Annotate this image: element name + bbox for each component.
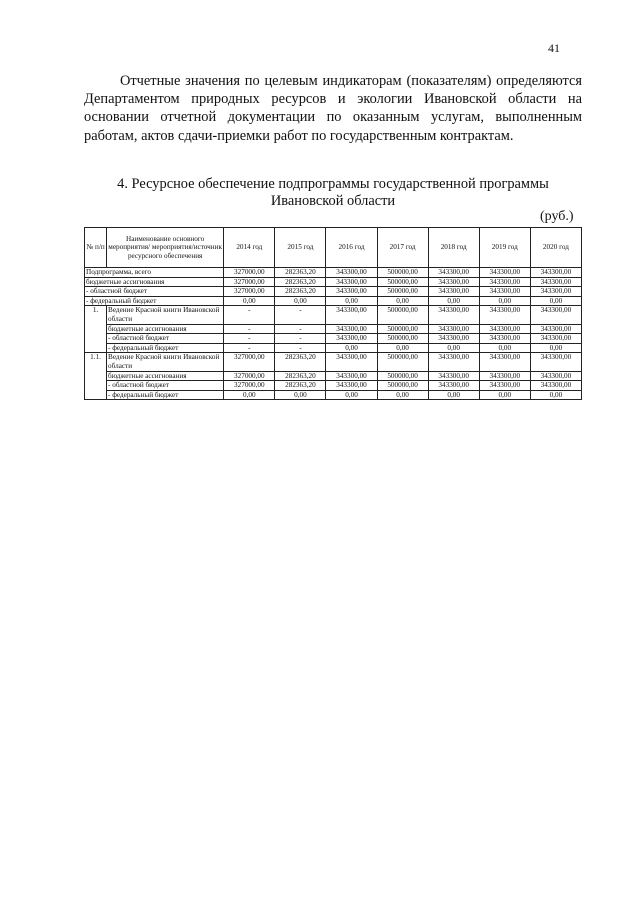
table-row (85, 381, 582, 391)
row-name: бюджетные ассигнования (107, 324, 224, 334)
row-value: 343300,00 (428, 287, 479, 297)
row-value: - (275, 334, 326, 344)
row-value: 343300,00 (479, 353, 530, 371)
row-value: 0,00 (275, 296, 326, 306)
row-value: 327000,00 (224, 268, 275, 278)
row-value: 500000,00 (377, 324, 428, 334)
section-title-line-2: Ивановской области (270, 193, 396, 209)
row-value: 0,00 (224, 390, 275, 400)
row-value: 343300,00 (530, 324, 581, 334)
table-row (85, 343, 582, 353)
row-value: - (275, 324, 326, 334)
row-value: 282363,20 (275, 371, 326, 381)
row-value: 327000,00 (224, 353, 275, 371)
row-value: 343300,00 (428, 334, 479, 344)
row-value: 0,00 (479, 390, 530, 400)
row-value: 343300,00 (530, 353, 581, 371)
row-value: - (275, 343, 326, 353)
row-value: 500000,00 (377, 306, 428, 324)
row-value: 500000,00 (377, 268, 428, 278)
header-name: Наименование основного мероприятия/ мероприятия/источник ресурсного обеспечения (107, 228, 224, 268)
table-row (85, 353, 582, 371)
row-value: 343300,00 (428, 371, 479, 381)
row-name: - областной бюджет (107, 381, 224, 391)
row-value: 0,00 (530, 296, 581, 306)
row-value: 343300,00 (326, 287, 377, 297)
row-value: 343300,00 (326, 334, 377, 344)
row-value: 343300,00 (479, 306, 530, 324)
row-value: 343300,00 (326, 277, 377, 287)
header-year: 2014 год (224, 228, 275, 268)
row-value: 0,00 (326, 296, 377, 306)
row-value: - (275, 306, 326, 324)
row-value: 343300,00 (326, 324, 377, 334)
currency-unit: (руб.) (540, 209, 574, 224)
row-value: 500000,00 (377, 334, 428, 344)
header-year: 2017 год (377, 228, 428, 268)
row-value: 343300,00 (428, 353, 479, 371)
table-row (85, 324, 582, 334)
header-year: 2019 год (479, 228, 530, 268)
row-value: 343300,00 (479, 277, 530, 287)
row-value: 343300,00 (530, 306, 581, 324)
header-year: 2020 год (530, 228, 581, 268)
row-value: 500000,00 (377, 287, 428, 297)
row-name: Ведение Красной книги Ивановской области (107, 306, 224, 324)
row-value: 0,00 (275, 390, 326, 400)
row-name: бюджетные ассигнования (107, 371, 224, 381)
row-value: 343300,00 (530, 371, 581, 381)
row-value: 0,00 (428, 343, 479, 353)
page-number: 41 (548, 41, 560, 55)
row-name: бюджетные ассигнования (85, 277, 224, 287)
row-number: 1. (85, 306, 107, 353)
row-name: - федеральный бюджет (107, 390, 224, 400)
row-value: 343300,00 (479, 324, 530, 334)
row-value: 282363,20 (275, 277, 326, 287)
row-value: 0,00 (224, 296, 275, 306)
row-value: 343300,00 (479, 334, 530, 344)
header-year: 2016 год (326, 228, 377, 268)
section-title (84, 176, 582, 210)
row-value: 343300,00 (530, 381, 581, 391)
table-row (85, 306, 582, 324)
row-number: 1.1. (85, 353, 107, 400)
table-row (85, 371, 582, 381)
row-name: - федеральный бюджет (107, 343, 224, 353)
row-name: - областной бюджет (107, 334, 224, 344)
row-value: 343300,00 (428, 381, 479, 391)
row-value: 343300,00 (326, 381, 377, 391)
row-value: 343300,00 (530, 287, 581, 297)
row-value: 343300,00 (428, 277, 479, 287)
row-value: 327000,00 (224, 381, 275, 391)
row-value: 0,00 (428, 296, 479, 306)
row-value: 343300,00 (326, 371, 377, 381)
row-value: 282363,20 (275, 268, 326, 278)
row-value: 0,00 (530, 390, 581, 400)
table-row (85, 277, 582, 287)
row-value: 282363,20 (275, 381, 326, 391)
row-value: 327000,00 (224, 287, 275, 297)
row-value: 500000,00 (377, 277, 428, 287)
row-value: 343300,00 (530, 334, 581, 344)
row-value: - (224, 306, 275, 324)
row-value: 343300,00 (479, 371, 530, 381)
row-value: 500000,00 (377, 371, 428, 381)
row-value: 343300,00 (479, 287, 530, 297)
row-name: Подпрограмма, всего (85, 268, 224, 278)
header-year: 2018 год (428, 228, 479, 268)
row-value: 343300,00 (530, 268, 581, 278)
row-name: - областной бюджет (85, 287, 224, 297)
row-value: 0,00 (326, 390, 377, 400)
row-name: Ведение Красной книги Ивановской области (107, 353, 224, 371)
row-value: 0,00 (479, 343, 530, 353)
row-value: 343300,00 (530, 277, 581, 287)
header-num: № п/п (85, 228, 107, 268)
row-value: 343300,00 (326, 353, 377, 371)
row-value: 0,00 (479, 296, 530, 306)
row-value: 282363,20 (275, 353, 326, 371)
row-value: - (224, 334, 275, 344)
row-name: - федеральный бюджет (85, 296, 224, 306)
intro-paragraph: Отчетные значения по целевым индикаторам (показателям) определяются Департаментом природных ресурсов и экологии Ивановской области на основании отчетной документации по оказанным услугам, выполненным работам, актов сдачи-приемки работ по государственным контрактам. (84, 73, 582, 144)
row-value: 0,00 (428, 390, 479, 400)
row-value: 0,00 (377, 296, 428, 306)
row-value: 282363,20 (275, 287, 326, 297)
row-value: 343300,00 (428, 268, 479, 278)
row-value: - (224, 343, 275, 353)
table-row (85, 268, 582, 278)
table-body (85, 268, 582, 400)
header-year: 2015 год (275, 228, 326, 268)
row-value: 343300,00 (428, 306, 479, 324)
row-value: 343300,00 (428, 324, 479, 334)
row-value: 343300,00 (479, 268, 530, 278)
table-row (85, 334, 582, 344)
row-value: 0,00 (530, 343, 581, 353)
row-value: 327000,00 (224, 277, 275, 287)
row-value: 343300,00 (326, 306, 377, 324)
row-value: 0,00 (377, 390, 428, 400)
row-value: 343300,00 (326, 268, 377, 278)
resource-table (84, 227, 582, 400)
row-value: 327000,00 (224, 371, 275, 381)
table-row (85, 296, 582, 306)
row-value: 500000,00 (377, 353, 428, 371)
row-value: 0,00 (377, 343, 428, 353)
table-row (85, 287, 582, 297)
row-value: 343300,00 (479, 381, 530, 391)
section-title-line-1: 4. Ресурсное обеспечение подпрограммы государственной программы (117, 176, 549, 192)
row-value: 0,00 (326, 343, 377, 353)
row-value: - (224, 324, 275, 334)
table-header-row (85, 228, 582, 268)
row-value: 500000,00 (377, 381, 428, 391)
table-row (85, 390, 582, 400)
